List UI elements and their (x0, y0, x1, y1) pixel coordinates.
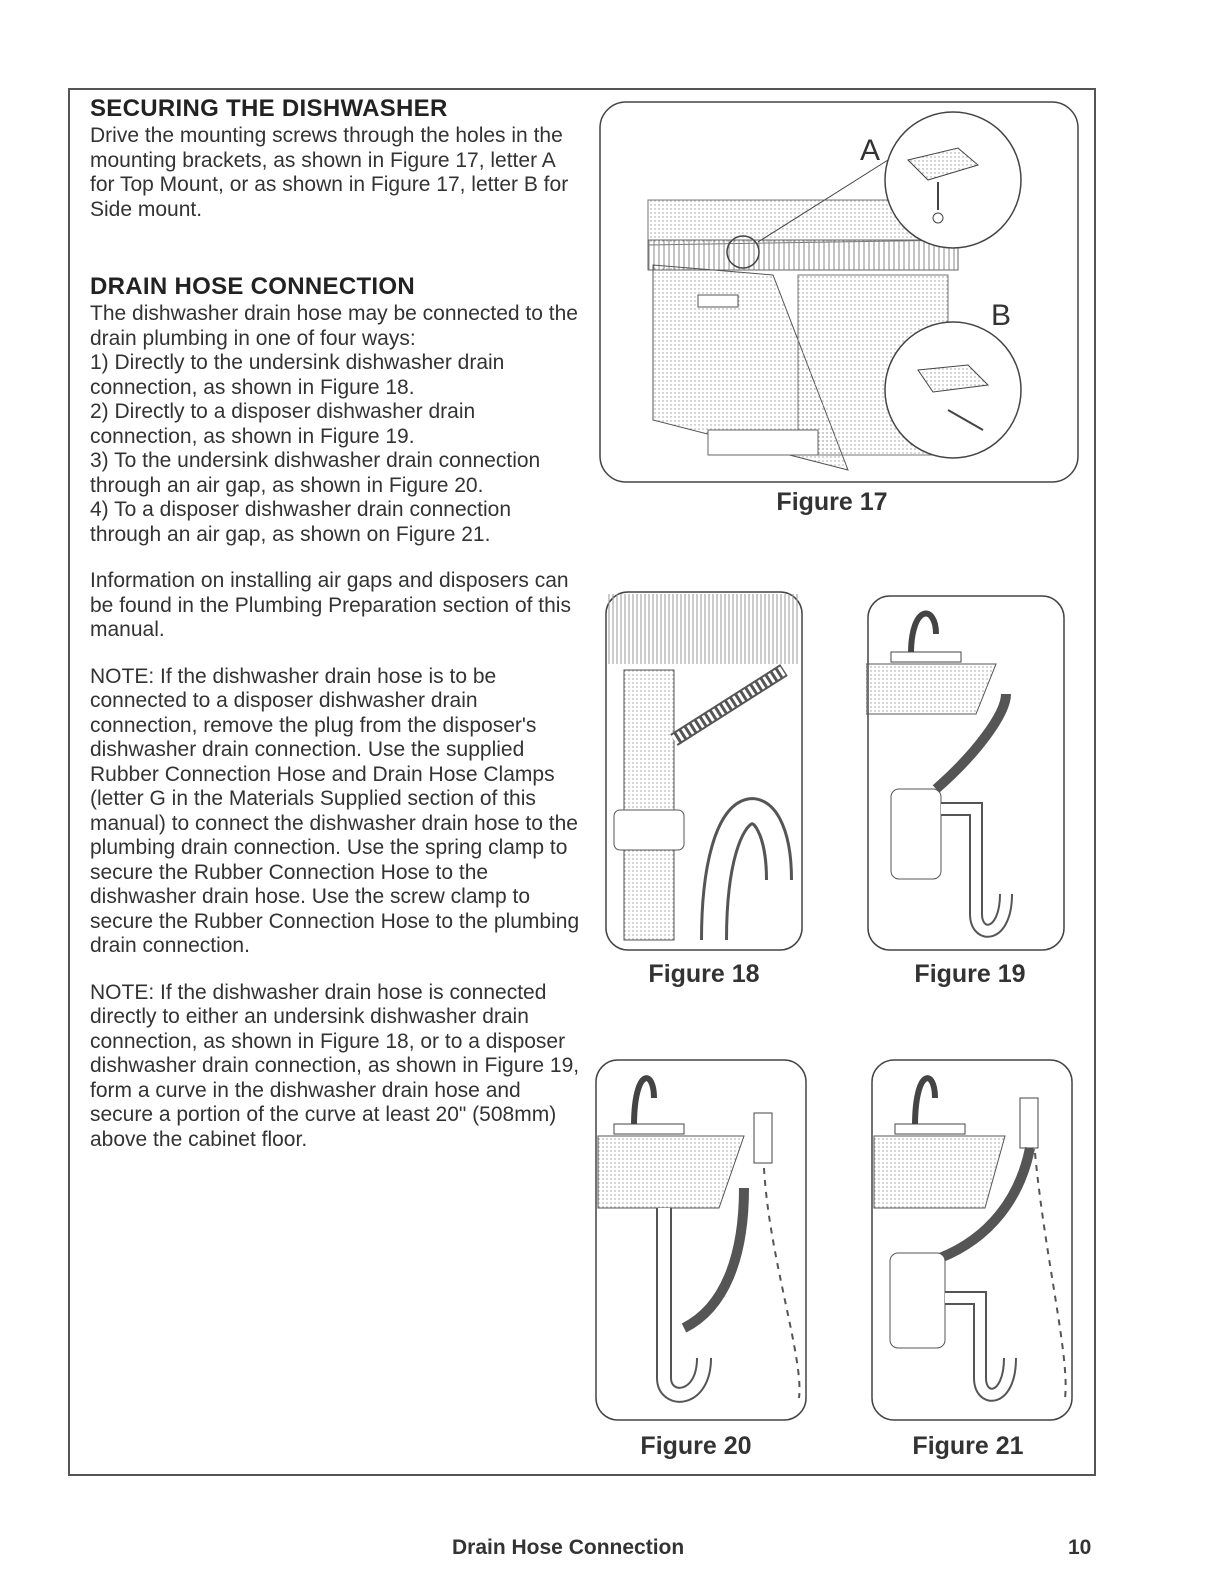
securing-heading: SECURING THE DISHWASHER (90, 95, 448, 122)
drain-way-4: 4) To a disposer dishwasher drain connection through an air gap, as shown on Figure 21. (90, 498, 512, 546)
drain-info: Information on installing air gaps and disposers can be found in the Plumbing Preparation section of this manual. (90, 569, 571, 641)
drain-note-1: NOTE: If the dishwasher drain hose is to be connected to a disposer dishwasher drain connection, remove the plug from the disposer's dishwasher drain connection. Use the supplied Rubber Connection Hose and Drain Hose Clamps (letter G in the Materials Supplied section of this manual) to connect the dishwasher drain hose to the plumbing drain connection. Use the spring clamp to secure the Rubber Connection Hose to the dishwasher drain hose. Use the screw clamp to secure the Rubber Connection Hose to the plumbing drain connection. (90, 664, 580, 957)
figure-19 (866, 594, 1066, 952)
figure-17 (598, 100, 1080, 484)
figure-17-label-a: A (860, 134, 881, 167)
drain-heading: DRAIN HOSE CONNECTION (90, 273, 415, 300)
figure-17-illustration (598, 100, 1080, 484)
figure-18-caption: Figure 18 (648, 960, 760, 988)
figure-20-caption: Figure 20 (640, 1432, 752, 1460)
drain-way-2: 2) Directly to a disposer dishwasher drain connection, as shown in Figure 19. (90, 400, 476, 448)
page-number: 10 (1068, 1536, 1092, 1559)
figure-17-caption: Figure 17 (776, 488, 888, 516)
figure-21 (870, 1058, 1074, 1422)
figure-18 (604, 590, 804, 952)
text-column (90, 96, 580, 1152)
figure-18-illustration (604, 590, 804, 952)
drain-way-3: 3) To the undersink dishwasher drain connection through an air gap, as shown in Figure 20. (90, 449, 541, 497)
footer-title: Drain Hose Connection (452, 1536, 685, 1559)
figure-19-caption: Figure 19 (914, 960, 1026, 988)
securing-body: Drive the mounting screws through the holes in the mounting brackets, as shown in Figure 17, letter A for Top Mount, or as shown in Figure 17, letter B for Side mount. (90, 124, 569, 221)
drain-intro: The dishwasher drain hose may be connected to the drain plumbing in one of four ways: (90, 302, 578, 350)
figure-19-illustration (866, 594, 1066, 952)
figure-21-caption: Figure 21 (912, 1432, 1024, 1460)
drain-way-1: 1) Directly to the undersink dishwasher drain connection, as shown in Figure 18. (90, 351, 505, 399)
figure-20 (594, 1058, 808, 1422)
drain-note-2: NOTE: If the dishwasher drain hose is connected directly to either an undersink dishwasher drain connection, as shown in Figure 18, or to a disposer dishwasher drain connection, as shown in Figure 19, form a curve in the dishwasher drain hose and secure a portion of the curve at least 20" (508mm) above the cabinet floor. (90, 980, 580, 1151)
figure-21-illustration (870, 1058, 1074, 1422)
figure-17-label-b: B (991, 299, 1012, 332)
figure-20-illustration (594, 1058, 808, 1422)
